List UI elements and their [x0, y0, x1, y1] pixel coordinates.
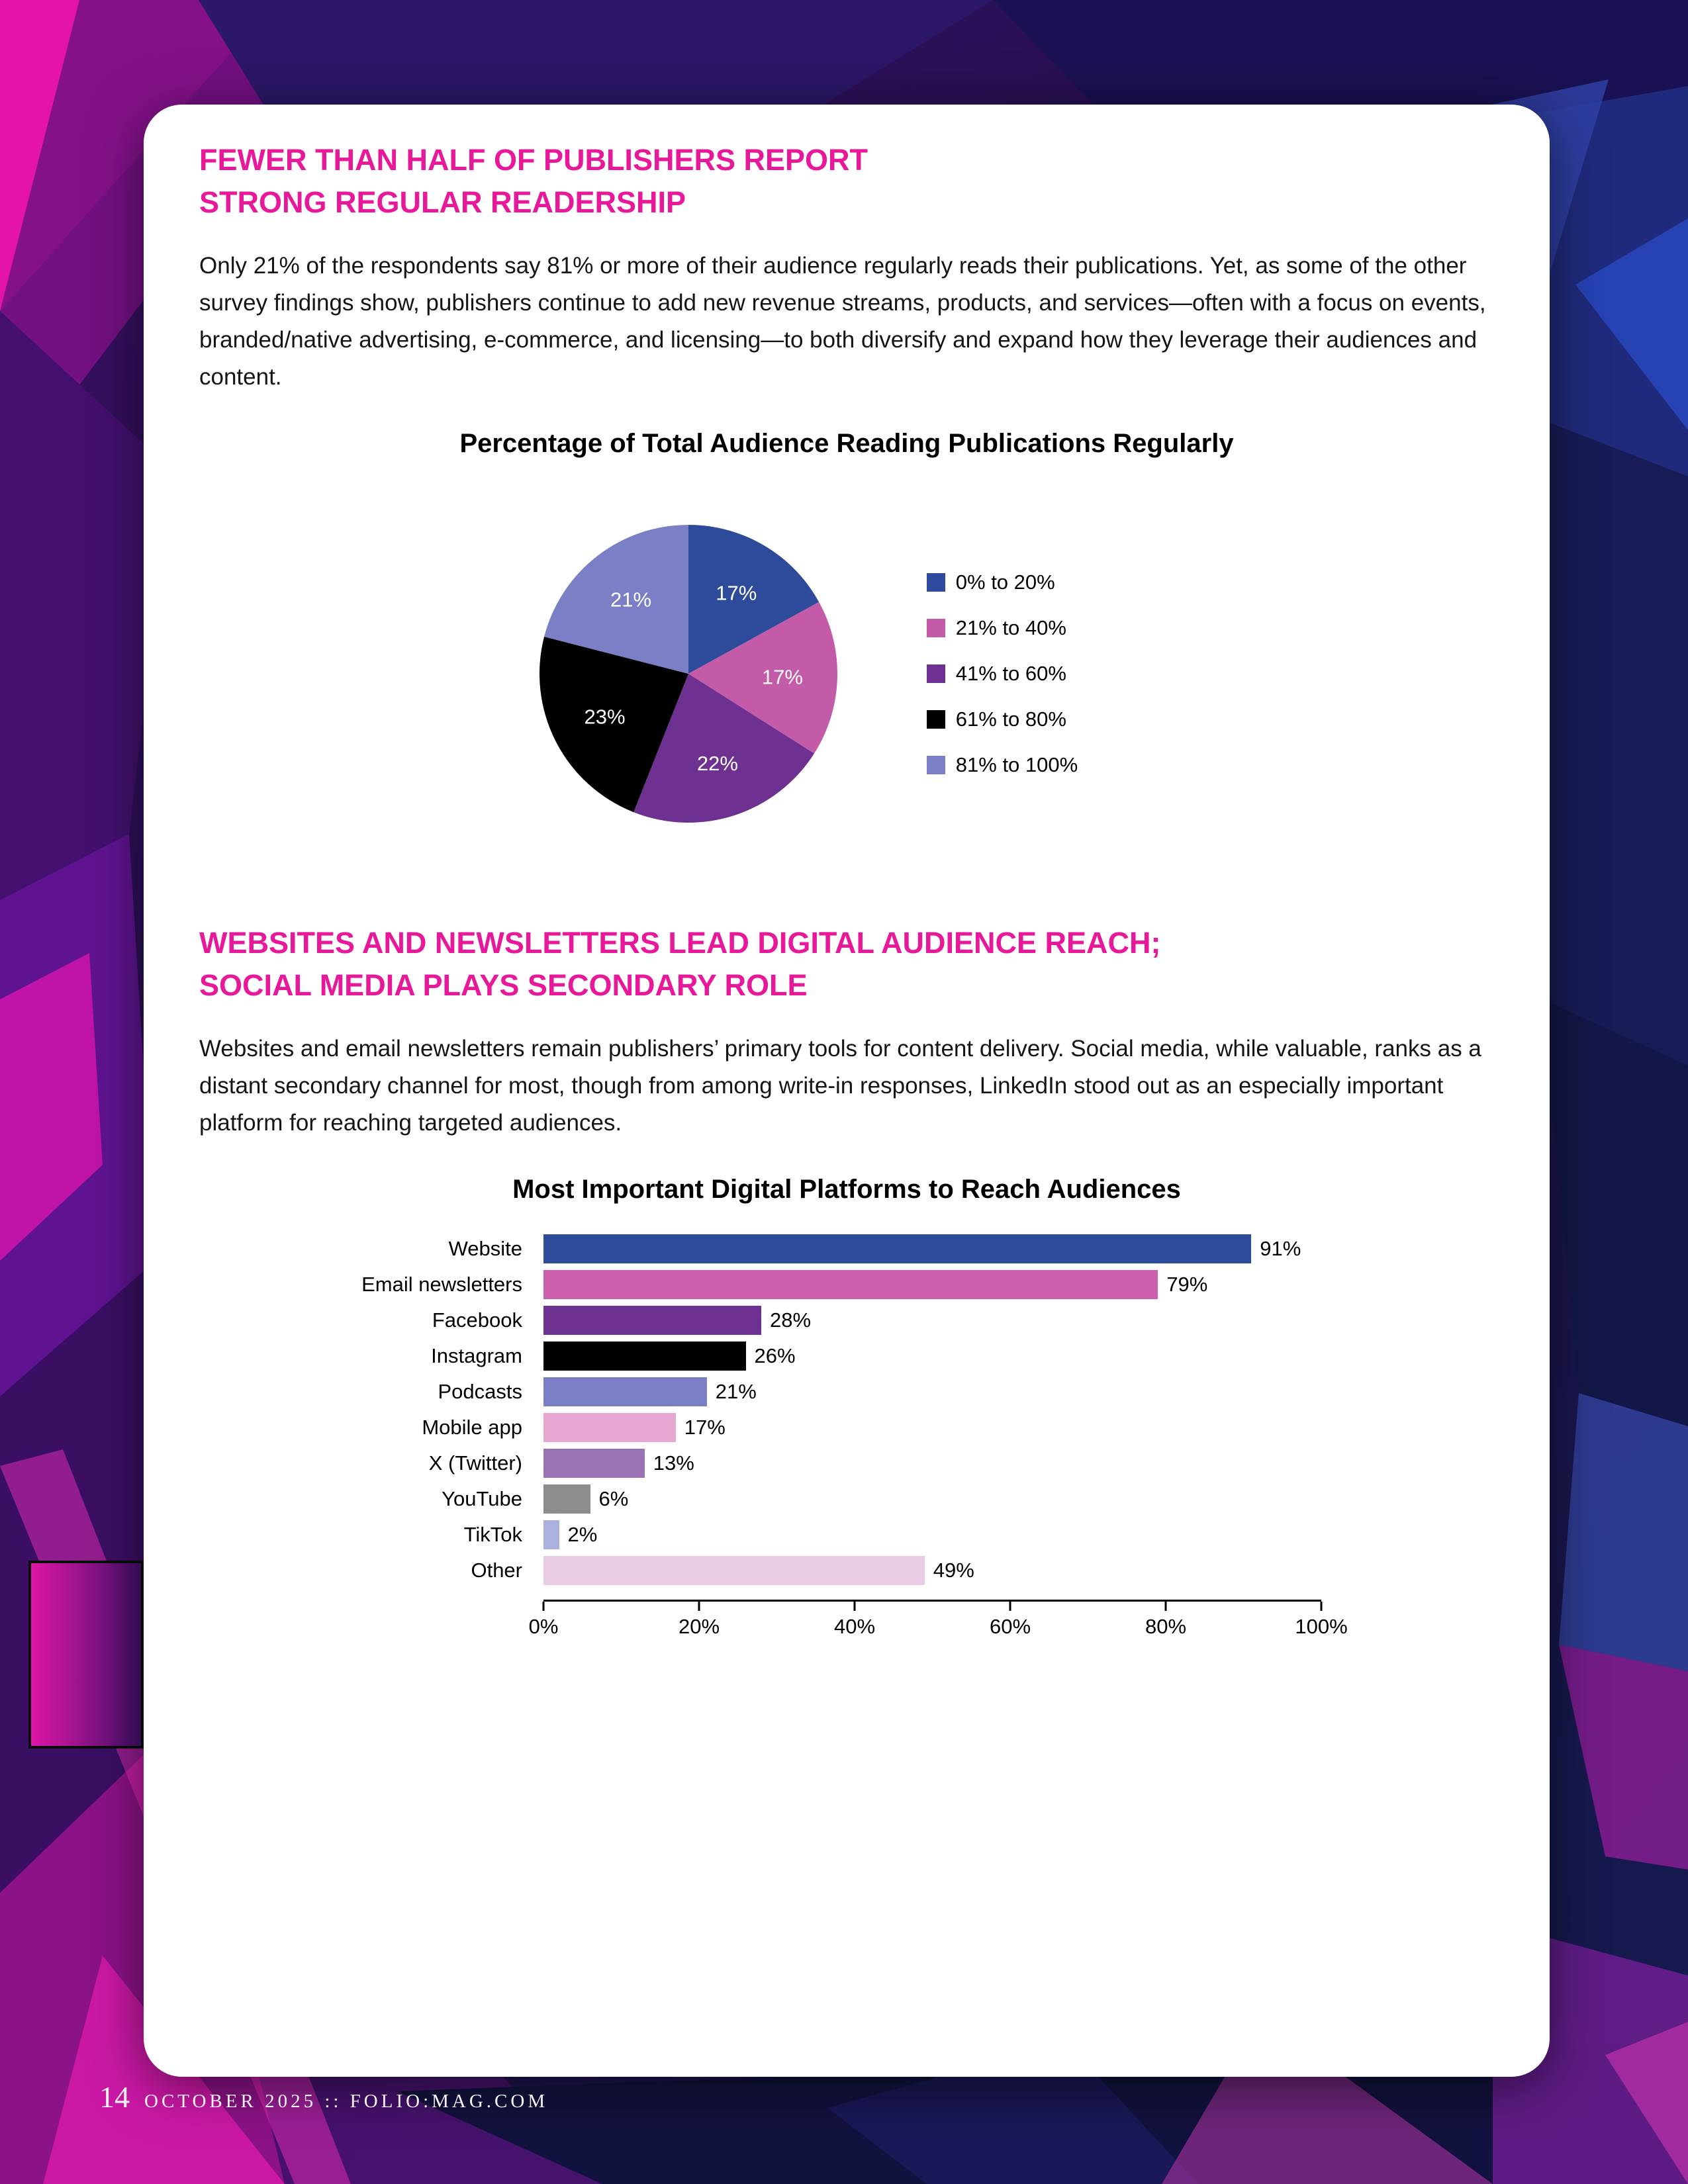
bar-row-2 [199, 1306, 1494, 1335]
bar-category-label: Website [448, 1236, 522, 1260]
pie-slice-label-4: 21% [610, 588, 651, 612]
section1-heading-line1: FEWER THAN HALF OF PUBLISHERS REPORT [199, 143, 868, 177]
bar-value-label: 79% [1166, 1272, 1208, 1296]
bar-row-0 [199, 1234, 1494, 1263]
bar-4 [543, 1377, 707, 1406]
x-axis-tick [1165, 1602, 1167, 1611]
bar-1 [543, 1270, 1158, 1299]
section1-body: Only 21% of the respondents say 81% or more of their audience regularly reads their publications. Yet, as some of the other survey findings show, publishers continue to add new revenue streams, products, and services—often with a focus on events, branded/native advertising, e-commerce, and licensing—to both diversify and expand how they leverage their audiences and content. [199, 252, 1486, 390]
bar-row-1 [199, 1270, 1494, 1299]
legend-label: 81% to 100% [955, 752, 1078, 776]
bar-category-label: Podcasts [438, 1379, 522, 1403]
pie-slice-label-1: 17% [761, 665, 803, 689]
bar-value-label: 13% [653, 1451, 694, 1475]
legend-swatch [927, 619, 945, 637]
bar-value-label: 28% [770, 1308, 812, 1332]
bar-row-7 [199, 1484, 1494, 1514]
bar-row-9 [199, 1556, 1494, 1585]
bar-value-label: 2% [567, 1522, 598, 1546]
pie-chart-title: Percentage of Total Audience Reading Publications Regularly [459, 428, 1234, 458]
bar-value-label: 21% [715, 1379, 757, 1403]
legend-swatch [927, 573, 945, 592]
bar-track [543, 1520, 597, 1549]
bar-category-label: Instagram [431, 1343, 522, 1367]
bar-row-6 [199, 1449, 1494, 1478]
x-axis-tick-label: 20% [678, 1614, 720, 1638]
x-axis-tick [543, 1602, 545, 1611]
bar-category-label: Facebook [432, 1308, 522, 1332]
bar-rows [199, 1234, 1494, 1585]
bar-2 [543, 1306, 761, 1335]
bar-value-label: 49% [933, 1558, 974, 1582]
footer-page-number: 14 [99, 2080, 130, 2114]
section2-heading [199, 922, 1494, 1007]
legend-item-2 [927, 662, 1078, 686]
bar-category-label: X (Twitter) [428, 1451, 522, 1475]
bar-track [543, 1270, 1207, 1299]
x-axis-tick-label: 40% [833, 1614, 876, 1638]
bar-category-label: Email newsletters [361, 1272, 522, 1296]
page-footer [99, 2079, 548, 2115]
bar-6 [543, 1449, 645, 1478]
legend-swatch [927, 710, 945, 729]
bar-row-5 [199, 1413, 1494, 1442]
legend-label: 61% to 80% [955, 707, 1066, 731]
legend-item-3 [927, 707, 1078, 731]
x-axis-tick [854, 1602, 856, 1611]
section2-heading-line1: WEBSITES AND NEWSLETTERS LEAD DIGITAL AUDIENCE REACH; [199, 925, 1161, 960]
x-axis-tick [1321, 1602, 1323, 1611]
pie-slice-label-3: 23% [584, 705, 626, 729]
bar-category-label: YouTube [442, 1486, 522, 1510]
pie-chart-svg [536, 522, 841, 826]
bar-chart [199, 1234, 1494, 1641]
bar-category-label: Mobile app [422, 1415, 522, 1439]
bar-track [543, 1413, 726, 1442]
bar-track [543, 1234, 1301, 1263]
section2-body: Websites and email newsletters remain publishers’ primary tools for content delivery. Social media, while valuable, ranks as a distant secondary channel for most, though from among write-in responses, LinkedIn stood out as an especially important platform for reaching targeted audiences. [199, 1035, 1481, 1136]
pie-legend [927, 570, 1078, 777]
legend-label: 41% to 60% [955, 661, 1066, 685]
bar-row-4 [199, 1377, 1494, 1406]
bar-8 [543, 1520, 559, 1549]
legend-swatch [927, 756, 945, 774]
bar-category-label: TikTok [463, 1522, 522, 1546]
x-axis-tick-label: 80% [1145, 1614, 1187, 1638]
bar-chart-title: Most Important Digital Platforms to Reach Audiences [512, 1174, 1181, 1204]
bar-track [543, 1306, 811, 1335]
footer-text: OCTOBER 2025 :: FOLIO:MAG.COM [144, 2091, 549, 2112]
pie-slice-label-0: 17% [716, 581, 757, 605]
section2-heading-line2: SOCIAL MEDIA PLAYS SECONDARY ROLE [199, 968, 808, 1002]
bar-track [543, 1449, 694, 1478]
legend-item-1 [927, 616, 1078, 640]
legend-swatch [927, 664, 945, 683]
section1-heading-line2: STRONG REGULAR READERSHIP [199, 185, 686, 219]
bar-track [543, 1556, 974, 1585]
x-axis-tick-label: 0% [528, 1614, 559, 1638]
content-card [144, 105, 1550, 2077]
bar-row-3 [199, 1342, 1494, 1371]
bar-0 [543, 1234, 1251, 1263]
x-axis-tick [698, 1602, 700, 1611]
legend-label: 21% to 40% [955, 615, 1066, 639]
bar-row-8 [199, 1520, 1494, 1549]
pie-chart-block [160, 522, 1454, 826]
legend-item-4 [927, 753, 1078, 777]
bar-5 [543, 1413, 676, 1442]
bar-track [543, 1484, 628, 1514]
bar-category-label: Other [471, 1558, 522, 1582]
x-axis-tick [1009, 1602, 1011, 1611]
bar-track [543, 1377, 757, 1406]
pie-slice-label-2: 22% [696, 751, 738, 775]
bar-value-label: 6% [598, 1486, 629, 1510]
bar-value-label: 17% [684, 1415, 726, 1439]
legend-label: 0% to 20% [955, 570, 1055, 594]
x-axis-tick-label: 100% [1295, 1614, 1348, 1638]
bar-value-label: 26% [754, 1343, 796, 1367]
legend-item-0 [927, 570, 1078, 594]
x-axis [543, 1600, 1321, 1611]
bar-value-label: 91% [1260, 1236, 1301, 1260]
x-axis-labels [528, 1614, 1348, 1641]
section1-heading [199, 139, 1494, 224]
bar-7 [543, 1484, 590, 1514]
x-axis-tick-label: 60% [989, 1614, 1031, 1638]
bar-9 [543, 1556, 925, 1585]
bar-3 [543, 1342, 746, 1371]
bar-track [543, 1342, 796, 1371]
